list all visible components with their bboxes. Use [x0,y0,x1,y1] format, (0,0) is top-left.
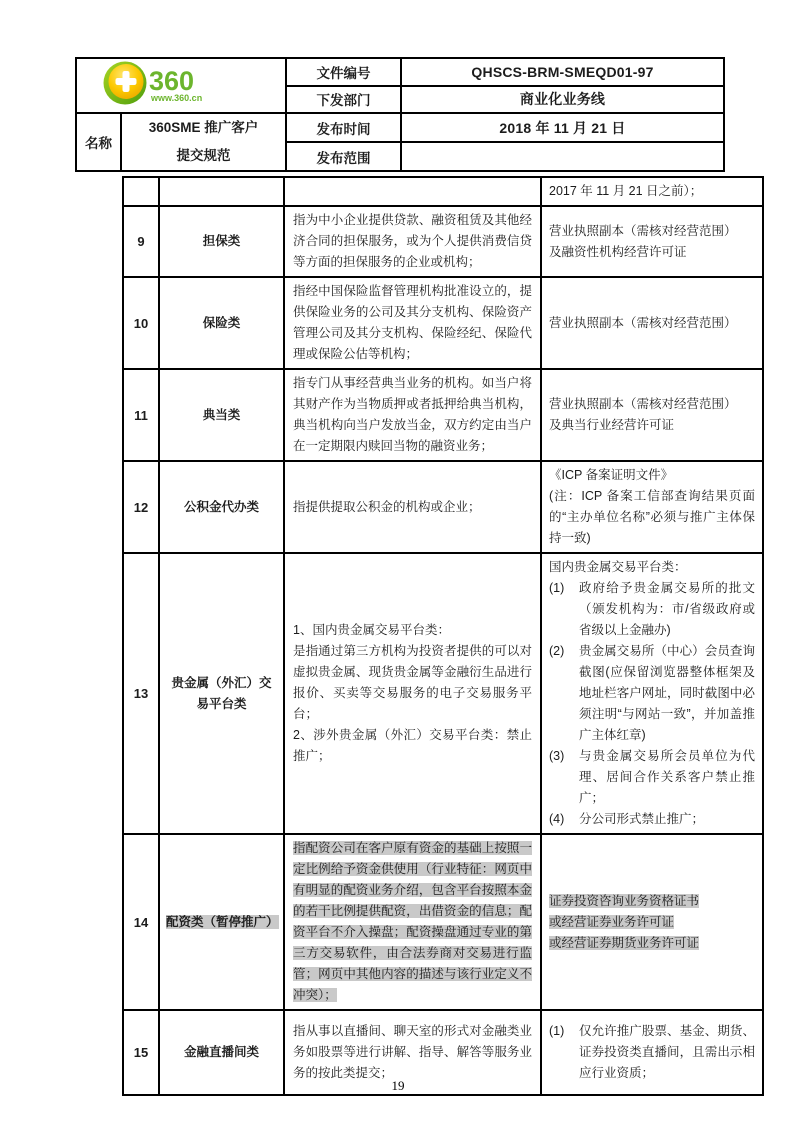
req-item-text: 分公司形式禁止推广； [579,812,705,826]
req-line: 《ICP 备案证明文件》 [549,468,674,482]
req-item-text: 与贵金属交易所会员单位为代理、居间合作关系客户禁止推广； [579,749,755,805]
logo-cell [76,58,286,113]
description-highlighted-text: 指配资公司在客户原有资金的基础上按照一定比例给予资金供使用（行业特征：网页中有明显的配资业务介绍，包含平台按照本金的若干比例提供配资，出借资金的信息；配资平台不介入操盘；配资操盘通过专业的第三方交易软件，由合法券商对交易进行监管；网页中其他内容的描述与该行业定义不冲突）； [293,841,532,1002]
category-highlighted-text: 配资类（暂停推广） [166,914,279,929]
row-number-cell: 9 [123,206,159,277]
category-cell [159,834,284,1010]
table-row-9 [123,206,763,277]
desc-line: 1、国内贵金属交易平台类： [293,623,450,637]
category-cell: 贵金属（外汇）交易平台类 [159,553,284,834]
document-header-table [75,57,725,172]
360-logo-icon [102,59,260,107]
description-cell: 指经中国保险监督管理机构批准设立的，提供保险业务的公司及其分支机构、保险资产管理公司及其分支机构、保险经纪、保险代理或保险公估等机构； [284,277,541,369]
req-highlighted-line: 或经营证券期货业务许可证 [549,935,700,950]
description-cell: 指专门从事经营典当业务的机构。如当户将其财产作为当物质押或者抵押给典当机构，典当机构向当户发放当金，双方约定由当户在一定期限内赎回当物的融资业务； [284,369,541,461]
req-item-marker: (3) [549,749,565,763]
row-number-cell: 13 [123,553,159,834]
rules-table [122,176,764,1096]
row-number-cell: 15 [123,1010,159,1095]
row-number-cell: 12 [123,461,159,553]
doc-name-label: 名称 [76,113,121,171]
req-line: 营业执照副本（需核对经营范围） [549,223,737,238]
category-cell [159,177,284,206]
company-logo [102,59,260,112]
field-value-issuing-dept: 商业化业务线 [401,86,724,114]
req-line: 及融资性机构经营许可证 [549,244,687,259]
requirements-cell: 2017 年 11 月 21 日之前）； [541,177,763,206]
description-cell: 指从事以直播间、聊天室的形式对金融类业务如股票等进行讲解、指导、解答等服务业务的按此类提交； [284,1010,541,1095]
req-item [549,641,755,746]
table-row-14 [123,834,763,1010]
desc-line: 2、涉外贵金属（外汇）交易平台类：禁止推广； [293,728,532,763]
description-cell: 指为中小企业提供贷款、融资租赁及其他经济合同的担保服务，或为个人提供消费信贷等方面的担保服务的企业或机构； [284,206,541,277]
req-item-marker: (2) [549,644,565,658]
req-item [549,809,755,830]
requirements-cell [541,369,763,461]
field-label-publish-scope: 发布范围 [286,142,401,171]
logo-brand-text: 360 [149,66,195,96]
requirements-cell [541,206,763,277]
page-number: 19 [391,1078,405,1093]
field-label-issuing-dept: 下发部门 [286,86,401,114]
table-row-12 [123,461,763,553]
table-row-13 [123,553,763,834]
req-item [549,746,755,809]
doc-name-line2: 提交规范 [176,148,231,163]
table-row-carryover [123,177,763,206]
description-cell: 指提供提取公积金的机构或企业； [284,461,541,553]
row-number-cell [123,177,159,206]
field-value-publish-scope [401,142,724,171]
description-cell [284,834,541,1010]
row-number-cell: 10 [123,277,159,369]
desc-line: 是指通过第三方机构为投资者提供的可以对虚拟贵金属、现货贵金属等金融衍生品进行报价、买卖等交易服务的电子交易服务平台； [293,644,532,721]
req-line: 及典当行业经营许可证 [549,418,675,432]
row-number-cell: 11 [123,369,159,461]
req-intro: 国内贵金属交易平台类： [549,560,687,574]
req-item [549,1021,755,1084]
category-cell: 公积金代办类 [159,461,284,553]
category-cell: 典当类 [159,369,284,461]
logo-site-text: www.360.cn [151,93,203,103]
description-cell [284,553,541,834]
requirements-cell [541,834,763,1010]
req-highlighted-line: 证券投资咨询业务资格证书 [549,893,700,908]
req-highlighted-line: 或经营证券业务许可证 [549,914,675,929]
req-item [549,578,755,641]
table-row-10 [123,277,763,369]
req-item-marker: (4) [549,812,565,826]
req-item-marker: (1) [549,1024,565,1038]
description-cell [284,177,541,206]
field-value-doc-number: QHSCS-BRM-SMEQD01-97 [401,58,724,86]
req-item-text: 仅允许推广股票、基金、期货、证券投资类直播间，且需出示相应行业资质； [579,1024,755,1080]
table-row-11 [123,369,763,461]
doc-name-line1: 360SME 推广客户 [148,120,259,135]
field-label-publish-date: 发布时间 [286,113,401,142]
field-label-doc-number: 文件编号 [286,58,401,86]
category-cell: 金融直播间类 [159,1010,284,1095]
req-line: 营业执照副本（需核对经营范围） [549,397,737,411]
req-item-text: 政府给予贵金属交易所的批文（颁发机构为：市/省级政府或省级以上金融办) [579,581,755,637]
field-value-publish-date: 2018 年 11 月 21 日 [401,113,724,142]
category-cell: 保险类 [159,277,284,369]
req-item-text: 贵金属交易所（中心）会员查询截图(应保留浏览器整体框架及地址栏客户网址，同时截图中必须注明“与网站一致”，并加盖推广主体红章) [579,644,755,742]
requirements-cell [541,277,763,369]
requirements-cell [541,461,763,553]
row-number-cell: 14 [123,834,159,1010]
doc-name-value [121,113,286,171]
category-cell: 担保类 [159,206,284,277]
requirements-cell [541,553,763,834]
req-item-marker: (1) [549,581,565,595]
req-line: 营业执照副本（需核对经营范围） [549,315,737,330]
req-line: (注：ICP 备案工信部查询结果页面的“主办单位名称”必须与推广主体保持一致) [549,489,755,545]
